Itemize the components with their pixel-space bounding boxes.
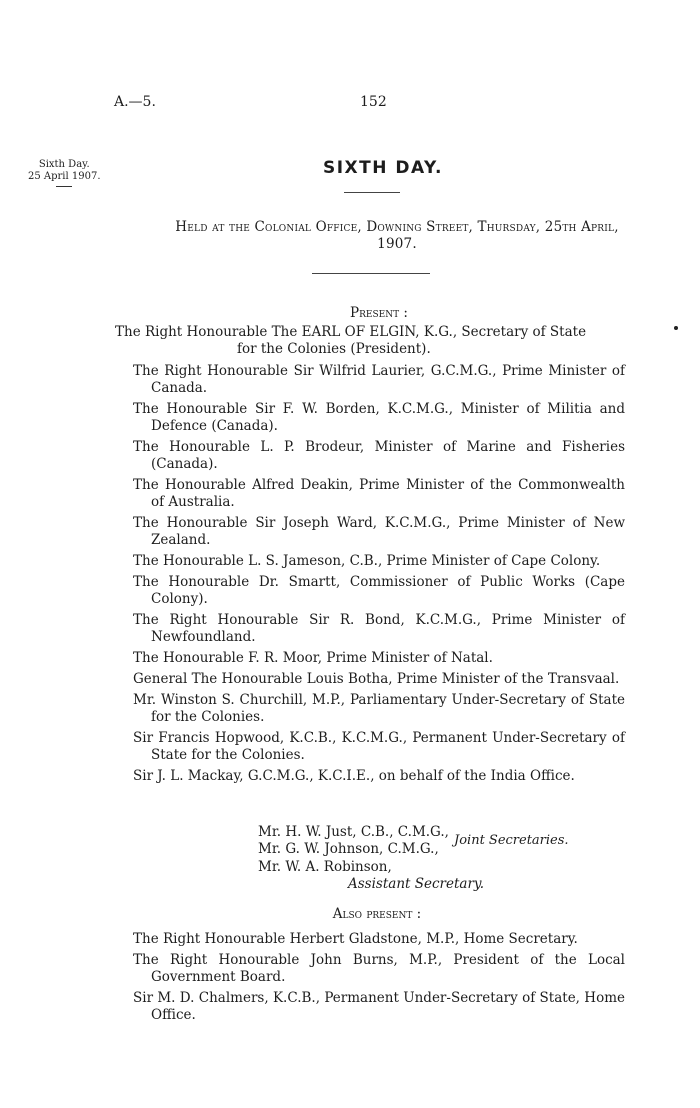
- attendee-borden: The Honourable Sir F. W. Borden, K.C.M.G., Minister of Militia and Defence (Canada).: [133, 401, 625, 434]
- attendee-hopwood: Sir Francis Hopwood, K.C.B., K.C.M.G., Permanent Under-Secretary of State for the Colonies.: [133, 730, 625, 763]
- page-title: [0, 158, 700, 178]
- attendee-smartt: The Honourable Dr. Smartt, Commissioner of Public Works (Cape Colony).: [133, 574, 625, 607]
- attendee-gladstone: The Right Honourable Herbert Gladstone, M.P., Home Secretary.: [133, 931, 578, 947]
- also-present-list: [133, 931, 625, 1024]
- chair-line: The Right Honourable The EARL OF ELGIN, K.G., Secretary of State: [115, 324, 587, 340]
- joint-secretary-1: Mr. H. W. Just, C.B., C.M.G.,: [258, 824, 449, 840]
- attendee-jameson: The Honourable L. S. Jameson, C.B., Prime Minister of Cape Colony.: [133, 553, 601, 569]
- document-reference: A.—5.: [114, 94, 156, 110]
- attendee-chalmers: Sir M. D. Chalmers, K.C.B., Permanent Under-Secretary of State, Home Office.: [133, 990, 625, 1023]
- margin-dot: [674, 326, 678, 330]
- margin-note-rule: [56, 186, 72, 187]
- attendee-burns: The Right Honourable John Burns, M.P., President of the Local Government Board.: [133, 952, 625, 985]
- attendee-ward: The Honourable Sir Joseph Ward, K.C.M.G., Prime Minister of New Zealand.: [133, 515, 625, 548]
- assistant-secretary-label: Assistant Secretary.: [348, 876, 485, 892]
- present-heading: [0, 305, 700, 321]
- meeting-location-line: Held at the Colonial Office, Downing Street, Thursday, 25th April,: [175, 219, 619, 235]
- margin-note-date: 25 April 1907.: [28, 171, 101, 182]
- attendee-churchill: Mr. Winston S. Churchill, M.P., Parliamentary Under-Secretary of State for the Colonies.: [133, 692, 625, 725]
- section-divider: [312, 273, 430, 274]
- present-list: [133, 363, 625, 785]
- also-present-heading: [0, 906, 700, 922]
- title-divider: [344, 192, 400, 193]
- attendee-bond: The Right Honourable Sir R. Bond, K.C.M.G., Prime Minister of Newfoundland.: [133, 612, 625, 645]
- margin-note-day: Sixth Day.: [38, 159, 90, 170]
- attendee-moor: The Honourable F. R. Moor, Prime Minister of Natal.: [133, 650, 493, 666]
- chair-role: for the Colonies (President).: [237, 341, 431, 357]
- attendee-botha: General The Honourable Louis Botha, Prime Minister of the Transvaal.: [133, 671, 620, 687]
- joint-secretary-2: Mr. G. W. Johnson, C.M.G.,: [258, 841, 439, 857]
- joint-secretaries-label: Joint Secretaries.: [454, 833, 569, 848]
- present-heading-text: Present :: [350, 305, 408, 321]
- meeting-location: [118, 219, 676, 253]
- attendee-laurier: The Right Honourable Sir Wilfrid Laurier, G.C.M.G., Prime Minister of Canada.: [133, 363, 625, 396]
- assistant-secretary: Mr. W. A. Robinson,: [258, 859, 392, 875]
- page-title-text: SIXTH DAY.: [322, 158, 443, 178]
- attendee-deakin: The Honourable Alfred Deakin, Prime Minister of the Commonwealth of Australia.: [133, 477, 625, 510]
- also-present-heading-text: Also present :: [332, 906, 422, 922]
- page-number: 152: [360, 94, 387, 110]
- attendee-mackay: Sir J. L. Mackay, G.C.M.G., K.C.I.E., on behalf of the India Office.: [133, 768, 575, 784]
- meeting-year: 1907.: [377, 236, 417, 252]
- attendee-brodeur: The Honourable L. P. Brodeur, Minister of Marine and Fisheries (Canada).: [133, 439, 625, 472]
